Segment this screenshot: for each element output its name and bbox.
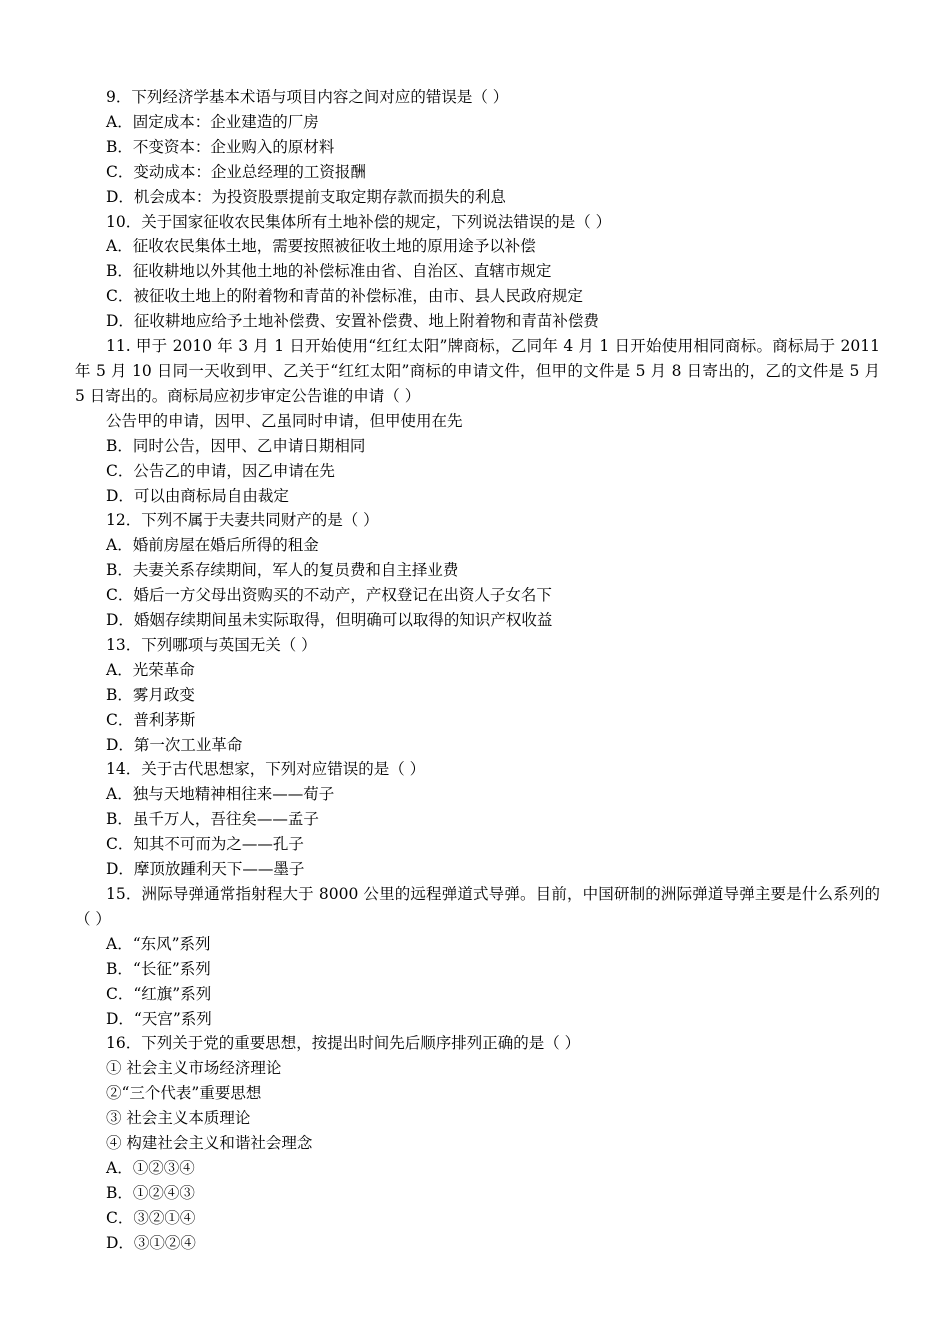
question-14 bbox=[75, 757, 880, 882]
option: D．“天宫”系列 bbox=[106, 1009, 212, 1028]
statement: ③ 社会主义本质理论 bbox=[106, 1109, 251, 1128]
option: C．公告乙的申请，因乙申请在先 bbox=[106, 461, 335, 480]
question-stem: 16．下列关于党的重要思想，按提出时间先后顺序排列正确的是（ ） bbox=[106, 1034, 581, 1053]
option: B．雾月政变 bbox=[106, 685, 195, 704]
statement: ① 社会主义市场经济理论 bbox=[106, 1059, 282, 1078]
option: A．光荣革命 bbox=[106, 660, 195, 679]
option: A．婚前房屋在婚后所得的租金 bbox=[106, 536, 319, 555]
option: B．夫妻关系存续期间，军人的复员费和自主择业费 bbox=[106, 561, 459, 580]
exam-page bbox=[75, 85, 880, 1256]
option: D．摩顶放踵利天下——墨子 bbox=[106, 860, 305, 879]
option: C．婚后一方父母出资购买的不动产，产权登记在出资人子女名下 bbox=[106, 586, 552, 605]
option: A．①②③④ bbox=[106, 1158, 195, 1177]
option: A．征收农民集体土地，需要按照被征收土地的原用途予以补偿 bbox=[106, 237, 536, 256]
option: C．被征收土地上的附着物和青苗的补偿标准，由市、县人民政府规定 bbox=[106, 287, 583, 306]
option: D．征收耕地应给予土地补偿费、安置补偿费、地上附着物和青苗补偿费 bbox=[106, 312, 599, 331]
option: 公告甲的申请，因甲、乙虽同时申请，但甲使用在先 bbox=[106, 411, 463, 430]
option: A．固定成本：企业建造的厂房 bbox=[106, 112, 319, 131]
question-16 bbox=[75, 1031, 880, 1255]
question-stem: 14．关于古代思想家，下列对应错误的是（ ） bbox=[106, 760, 426, 779]
option: B．不变资本：企业购入的原材料 bbox=[106, 137, 335, 156]
question-15 bbox=[75, 882, 880, 1031]
option: D．机会成本：为投资股票提前支取定期存款而损失的利息 bbox=[106, 187, 506, 206]
question-11 bbox=[75, 334, 880, 508]
question-9 bbox=[75, 85, 880, 210]
option: C．③②①④ bbox=[106, 1208, 196, 1227]
option: B．征收耕地以外其他土地的补偿标准由省、自治区、直辖市规定 bbox=[106, 262, 552, 281]
option: D．可以由商标局自由裁定 bbox=[106, 486, 289, 505]
option: D．婚姻存续期间虽未实际取得，但明确可以取得的知识产权收益 bbox=[106, 611, 553, 630]
option: B．虽千万人，吾往矣——孟子 bbox=[106, 810, 319, 829]
option: A．独与天地精神相往来——荀子 bbox=[106, 785, 335, 804]
statement: ②“三个代表”重要思想 bbox=[106, 1084, 262, 1103]
question-stem: 11. 甲于 2010 年 3 月 1 日开始使用“红红太阳”牌商标，乙同年 4 月 1 日开始使用相同商标。商标局于 2011 年 5 月 10 日同一天收到甲、乙关于“红红太阳”商标的申请文件，但甲的文件是 5 月 8 日寄出的，乙的文件是 5 月 5 日寄出的。商标局应初步审定公告谁的申请（ ） bbox=[75, 337, 880, 405]
option: B．“长征”系列 bbox=[106, 959, 211, 978]
question-stem: 13．下列哪项与英国无关（ ） bbox=[106, 635, 317, 654]
question-stem: 15．洲际导弹通常指射程大于 8000 公里的远程弹道式导弹。目前，中国研制的洲际弹道导弹主要是什么系列的（ ） bbox=[75, 885, 880, 928]
option: D．③①②④ bbox=[106, 1233, 196, 1252]
question-13 bbox=[75, 633, 880, 758]
option: C．普利茅斯 bbox=[106, 710, 196, 729]
statement: ④ 构建社会主义和谐社会理念 bbox=[106, 1134, 313, 1153]
option: D．第一次工业革命 bbox=[106, 735, 243, 754]
option: C．知其不可而为之——孔子 bbox=[106, 835, 304, 854]
question-stem: 9．下列经济学基本术语与项目内容之间对应的错误是（ ） bbox=[106, 88, 509, 106]
option: B．①②④③ bbox=[106, 1183, 195, 1202]
question-10 bbox=[75, 210, 880, 335]
question-stem: 12．下列不属于夫妻共同财产的是（ ） bbox=[106, 511, 379, 530]
option: A．“东风”系列 bbox=[106, 934, 211, 953]
option: C．“红旗”系列 bbox=[106, 984, 212, 1003]
question-12 bbox=[75, 508, 880, 633]
question-stem: 10．关于国家征收农民集体所有土地补偿的规定，下列说法错误的是（ ） bbox=[106, 212, 612, 231]
option: C．变动成本：企业总经理的工资报酬 bbox=[106, 162, 366, 181]
option: B．同时公告，因甲、乙申请日期相同 bbox=[106, 436, 366, 455]
